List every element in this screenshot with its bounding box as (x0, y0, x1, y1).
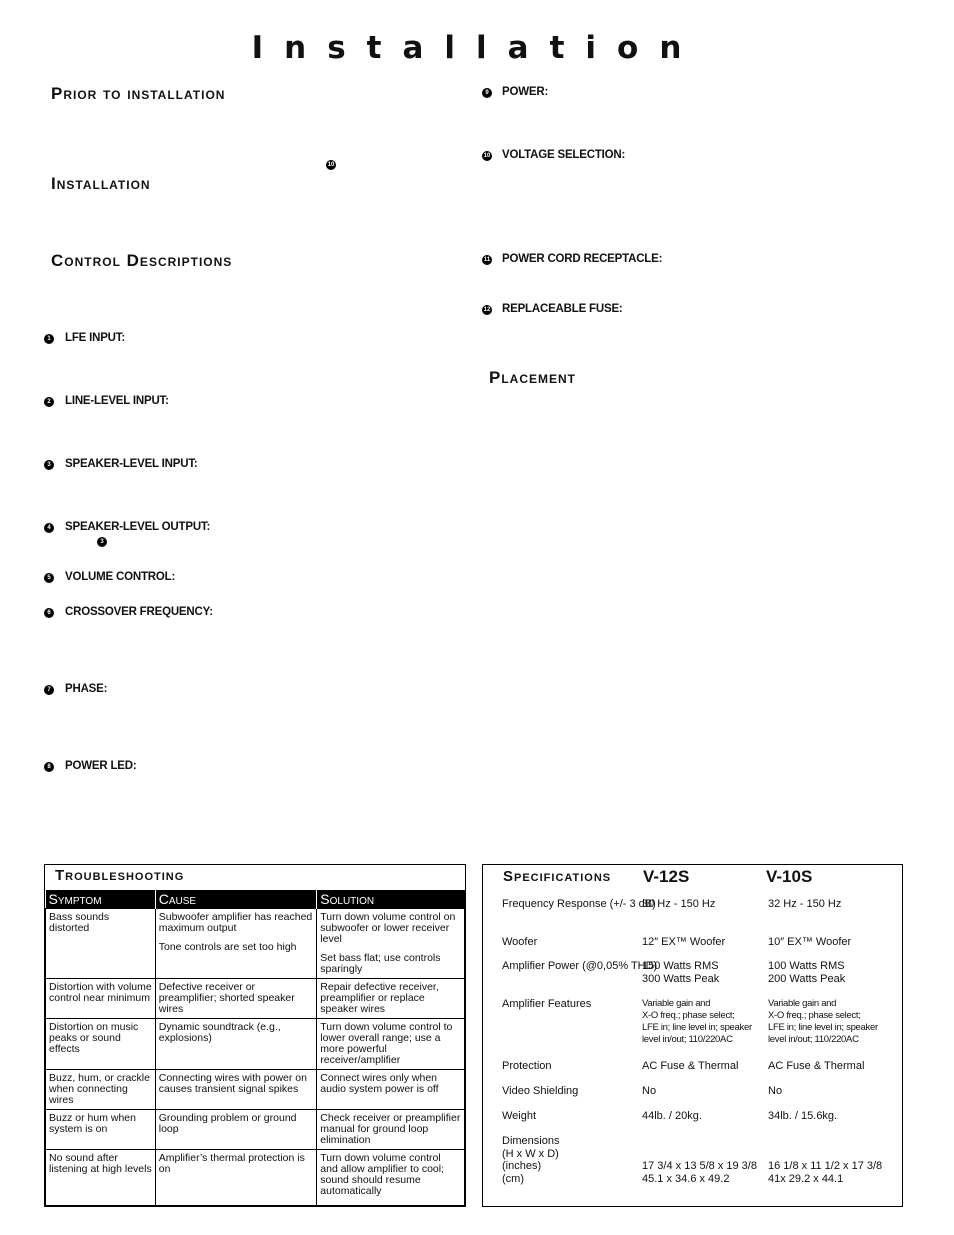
spec-value-v10s: 32 Hz - 150 Hz (768, 898, 842, 910)
spec-value-v12s: No (642, 1085, 657, 1097)
column-header-solution: Solution (317, 890, 465, 909)
cell-paragraph: Connect wires only when audio system power is off (320, 1072, 439, 1095)
spec-value-v12s: AC Fuse & Thermal (642, 1060, 739, 1072)
symptom-cell: No sound after listening at high levels (46, 1150, 156, 1206)
symptom-cell: Buzz, hum, or crackle when connecting wires (46, 1070, 156, 1110)
heading-prior-to-installation: Prior to installation (51, 84, 226, 103)
cell-paragraph: Grounding problem or ground loop (158, 1112, 297, 1135)
model-name-v10s: V-10S (766, 867, 813, 886)
troubleshooting-table (45, 890, 465, 1206)
control-number-7: 7 (44, 685, 54, 695)
solution-cell (317, 1110, 465, 1150)
solution-cell (317, 909, 465, 979)
column-header-symptom: Symptom (46, 890, 156, 909)
control-number-6: 6 (44, 608, 54, 618)
model-name-v12s: V-12S (643, 867, 690, 886)
solution-cell (317, 1150, 465, 1206)
spec-value-v10s: 34lb. / 15.6kg. (768, 1110, 838, 1122)
cause-cell (155, 909, 317, 979)
spec-label: Amplifier Features (502, 998, 592, 1010)
symptom-cell: Bass sounds distorted (46, 909, 156, 979)
spec-value-v10s: AC Fuse & Thermal (768, 1060, 865, 1072)
control-label: CROSSOVER FREQUENCY: (65, 606, 213, 618)
control-label: VOLTAGE SELECTION: (502, 149, 626, 161)
symptom-cell: Distortion with volume control near minimum (46, 979, 156, 1019)
heading-placement: Placement (489, 368, 577, 387)
column-header-cause: Cause (155, 890, 317, 909)
spec-value-v10s: 10″ EX™ Woofer (768, 936, 852, 948)
spec-value-v12s: 17 3/4 x 13 5/8 x 19 3/8 45.1 x 34.6 x 49.2 (642, 1160, 757, 1185)
control-label: LINE-LEVEL INPUT: (65, 395, 169, 407)
control-label: SPEAKER-LEVEL OUTPUT: (65, 521, 211, 533)
solution-cell (317, 1070, 465, 1110)
control-number-12: 12 (483, 307, 491, 313)
cell-paragraph: Defective receiver or preamplifier; shorted speaker wires (158, 981, 295, 1015)
solution-cell (317, 979, 465, 1019)
cell-paragraph: Turn down volume control and allow amplifier to cool; sound should resume automatically (320, 1152, 445, 1197)
table-row (46, 1070, 465, 1110)
table-row (46, 1019, 465, 1070)
control-label: SPEAKER-LEVEL INPUT: (65, 458, 198, 470)
cell-paragraph: Set bass flat; use controls sparingly (320, 952, 441, 975)
control-number-1: 1 (44, 334, 54, 344)
reference-marker: 3 (97, 537, 107, 547)
page-title: Installation (251, 30, 703, 66)
cell-paragraph: Turn down volume control on subwoofer or lower receiver level (320, 911, 456, 945)
spec-label: Woofer (502, 936, 538, 948)
spec-label: Amplifier Power (@0,05% THD) (502, 960, 658, 972)
cell-paragraph: Dynamic soundtrack (e.g., explosions) (158, 1021, 281, 1044)
spec-value-v10s: No (768, 1085, 783, 1097)
cause-cell (155, 1019, 317, 1070)
spec-value-v12s: 150 Watts RMS 300 Watts Peak (642, 960, 720, 985)
cause-cell (155, 1110, 317, 1150)
control-number-8: 8 (44, 762, 54, 772)
control-label: REPLACEABLE FUSE: (502, 303, 623, 315)
control-number-11: 11 (483, 257, 491, 263)
specifications-panel (482, 864, 903, 1207)
cell-paragraph: Subwoofer amplifier has reached maximum output (158, 911, 313, 934)
control-number-9: 9 (482, 88, 492, 98)
table-row (46, 979, 465, 1019)
solution-cell (317, 1019, 465, 1070)
control-label: LFE INPUT: (65, 332, 125, 344)
cell-paragraph: Amplifier’s thermal protection is on (158, 1152, 305, 1175)
spec-value-v12s: 12″ EX™ Woofer (642, 936, 726, 948)
control-number-5: 5 (44, 573, 54, 583)
cell-paragraph: Connecting wires with power on causes transient signal spikes (158, 1072, 307, 1095)
control-label: VOLUME CONTROL: (65, 571, 176, 583)
spec-label: Dimensions (H x W x D) (inches) (cm) (502, 1135, 560, 1185)
spec-label: Video Shielding (502, 1085, 579, 1097)
heading-control-descriptions: Control Descriptions (51, 251, 233, 270)
spec-label: Weight (502, 1110, 537, 1122)
control-number-3: 3 (44, 460, 54, 470)
control-label: POWER CORD RECEPTACLE: (502, 253, 663, 265)
spec-label: Protection (502, 1060, 552, 1072)
spec-value-v12s: 44lb. / 20kg. (642, 1110, 702, 1122)
spec-label: Frequency Response (+/- 3 dB) (502, 898, 656, 910)
control-label: POWER LED: (65, 760, 137, 772)
cell-paragraph: Repair defective receiver, preamplifier or replace speaker wires (320, 981, 439, 1015)
table-row (46, 1110, 465, 1150)
control-number-4: 4 (44, 523, 54, 533)
table-row (46, 909, 465, 979)
spec-value-v12s: Variable gain and X-O freq.; phase select; LFE in; line level in; speaker level in/out; 110/220AC (642, 998, 752, 1045)
table-row (46, 1150, 465, 1206)
spec-value-v10s: Variable gain and X-O freq.; phase select; LFE in; line level in; speaker level in/out; 110/220AC (768, 998, 878, 1045)
cause-cell (155, 979, 317, 1019)
specifications-heading: Specifications (503, 868, 612, 885)
control-label: PHASE: (65, 683, 108, 695)
control-label: POWER: (502, 86, 549, 98)
reference-marker: 10 (327, 162, 335, 168)
spec-value-v10s: 16 1/8 x 11 1/2 x 17 3/8 41x 29.2 x 44.1 (768, 1160, 883, 1185)
cell-paragraph: Turn down volume control to lower overall range; use a more powerful receiver/amplifier (320, 1021, 453, 1066)
spec-value-v12s: 30 Hz - 150 Hz (642, 898, 716, 910)
cause-cell (155, 1150, 317, 1206)
troubleshooting-heading: Troubleshooting (55, 867, 185, 884)
control-number-10: 10 (483, 153, 491, 159)
spec-value-v10s: 100 Watts RMS 200 Watts Peak (768, 960, 846, 985)
troubleshooting-panel (44, 864, 466, 1207)
cell-paragraph: Tone controls are set too high (158, 941, 297, 953)
symptom-cell: Buzz or hum when system is on (46, 1110, 156, 1150)
heading-installation: Installation (51, 174, 151, 193)
cell-paragraph: Check receiver or preamplifier manual for ground loop elimination (320, 1112, 461, 1146)
control-number-2: 2 (44, 397, 54, 407)
cause-cell (155, 1070, 317, 1110)
symptom-cell: Distortion on music peaks or sound effects (46, 1019, 156, 1070)
